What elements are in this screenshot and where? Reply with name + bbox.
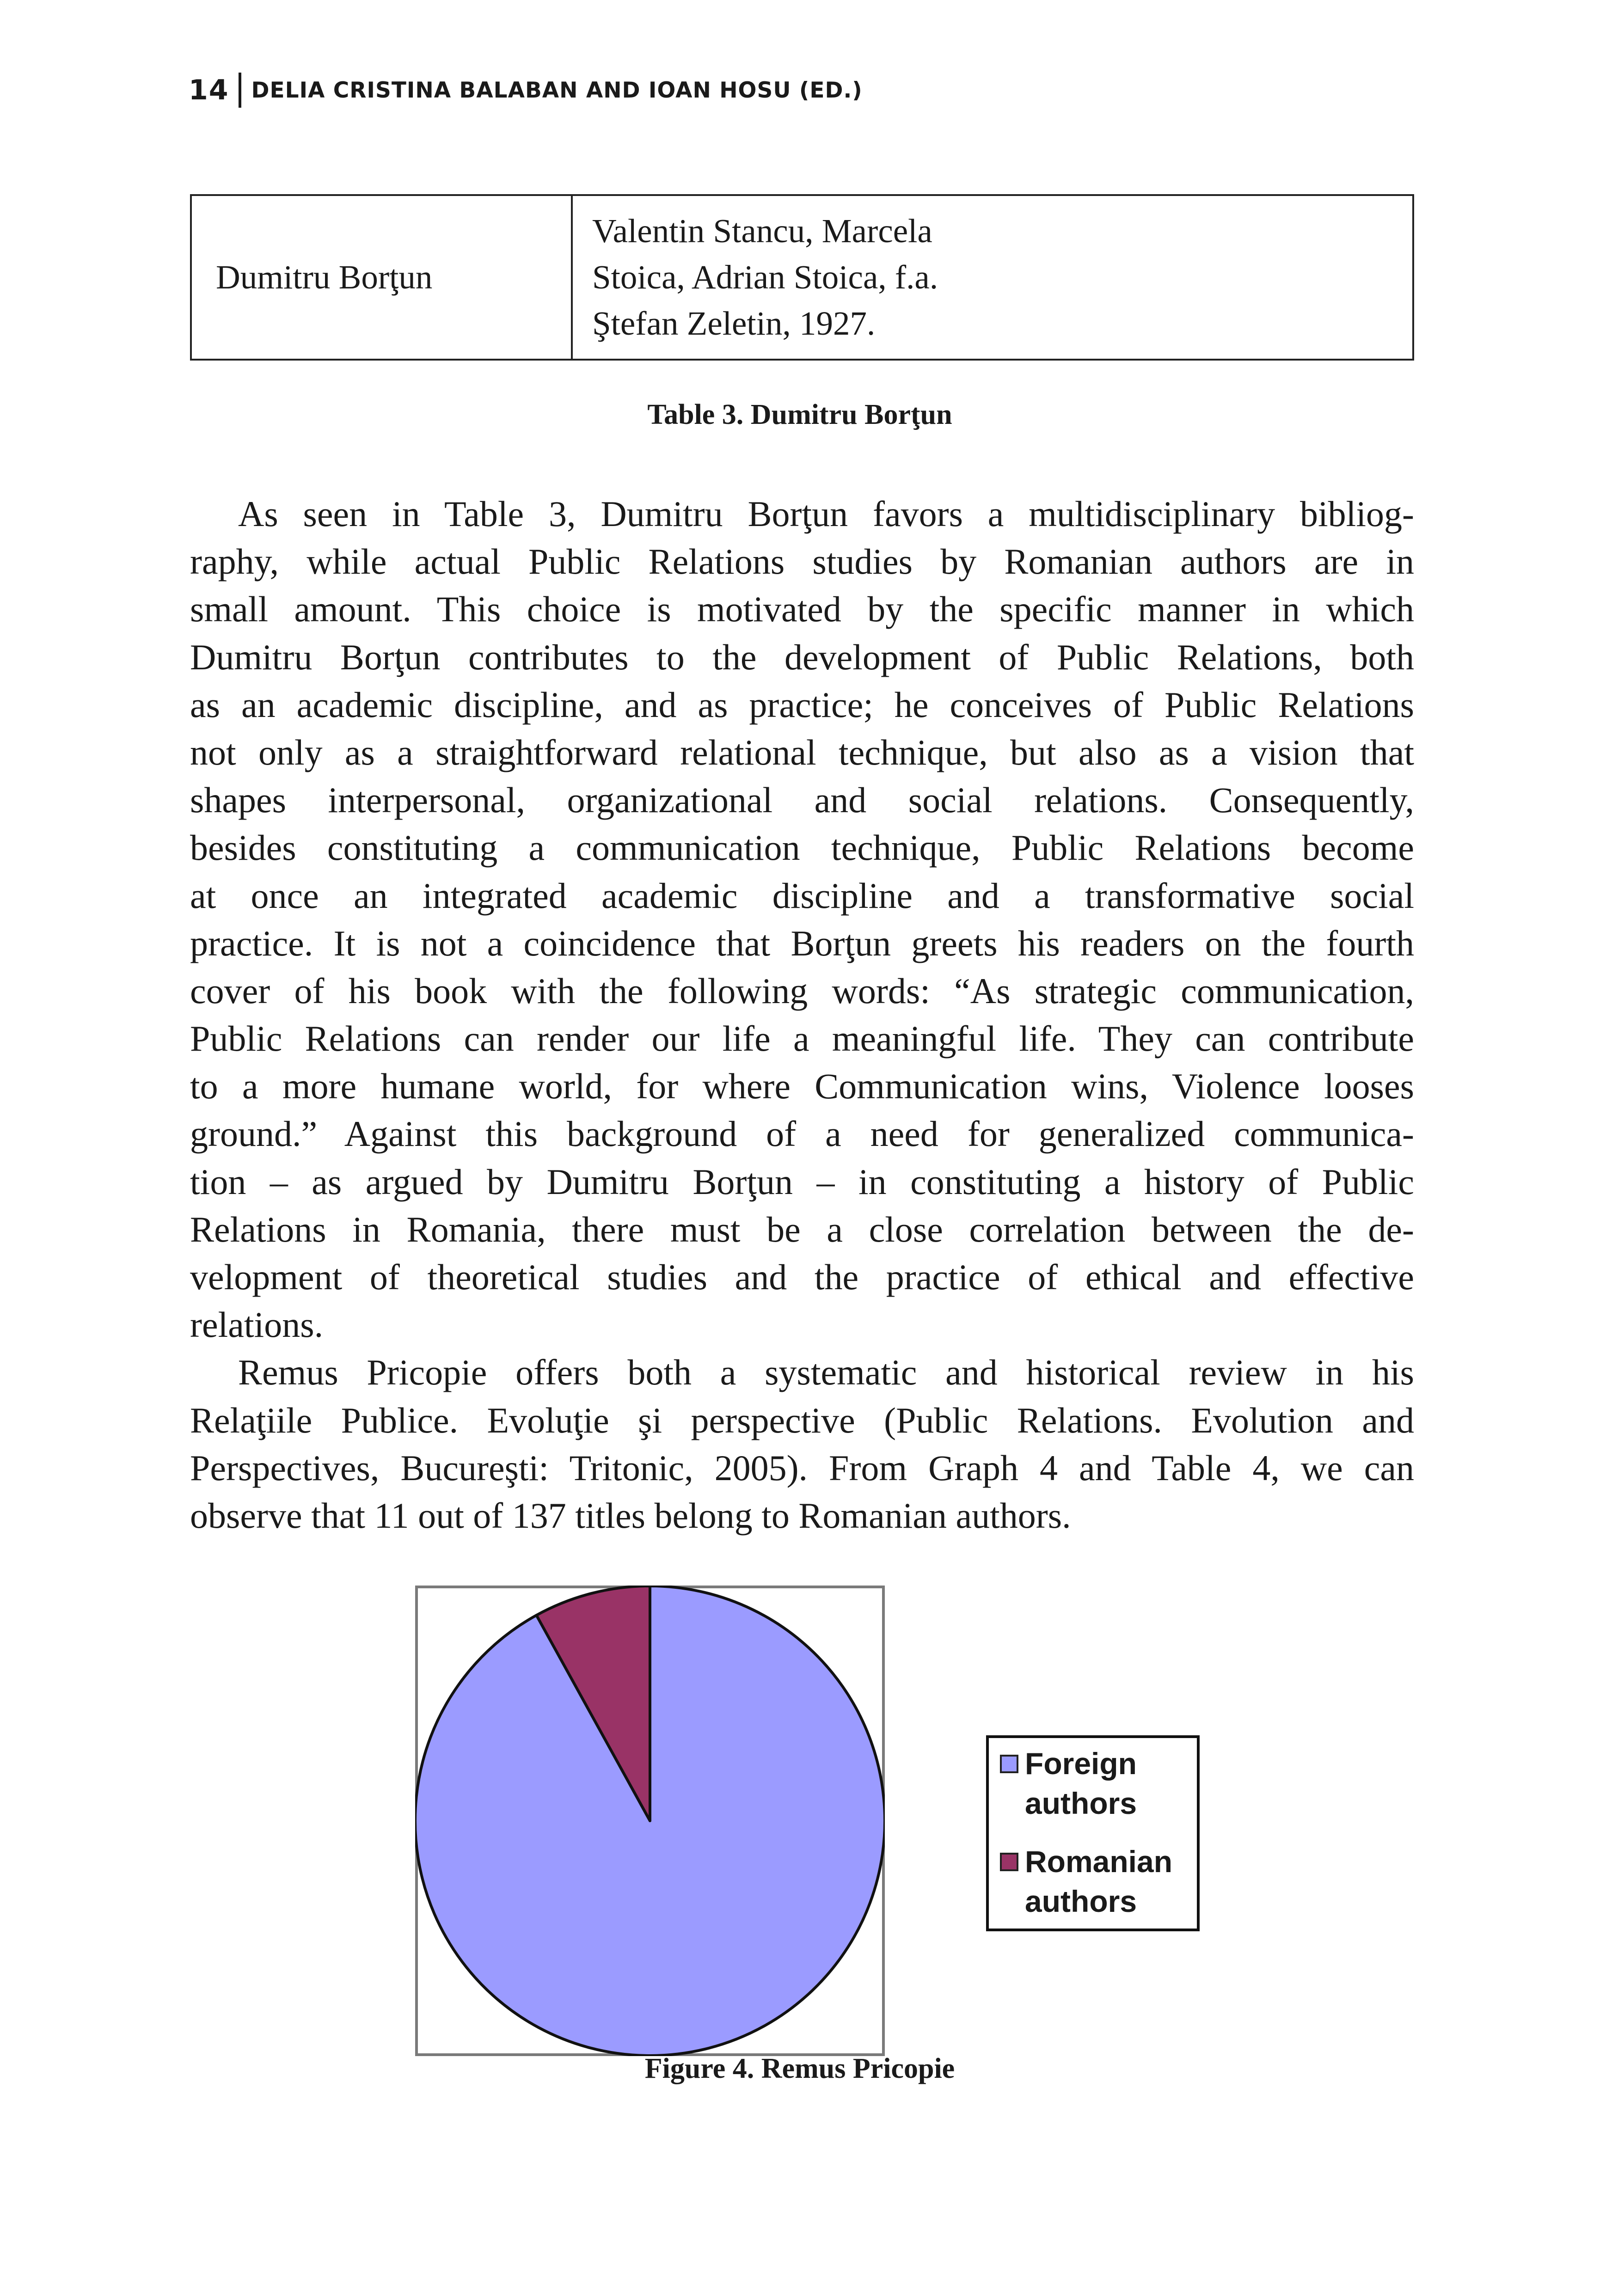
body-text xyxy=(190,490,1414,1539)
text-line: Public Relations can render our life a meaningful life. They can contribute xyxy=(190,1018,1414,1059)
text-line: Relations in Romania, there must be a close correlation between the de- xyxy=(190,1209,1414,1249)
legend-entry-foreign xyxy=(1000,1744,1191,1823)
running-head xyxy=(189,69,863,111)
table-row xyxy=(191,195,1413,360)
text-line: ground.” Against this background of a need for generalized communica- xyxy=(190,1114,1414,1154)
text-line: Remus Pricopie offers both a systematic and historical review in his xyxy=(238,1352,1414,1393)
text-line: Dumitru Borţun contributes to the development of Public Relations, both xyxy=(190,637,1414,677)
text-line: shapes interpersonal, organizational and social relations. Consequently, xyxy=(190,780,1414,820)
text-line: at once an integrated academic discipline and a transformative social xyxy=(190,875,1414,916)
legend-swatch-romanian xyxy=(1000,1853,1018,1871)
text-line: Relaţiile Publice. Evoluţie şi perspective (Public Relations. Evolution and xyxy=(190,1400,1414,1440)
header-divider xyxy=(239,73,241,108)
page-number: 14 xyxy=(189,74,229,106)
table-caption: Table 3. Dumitru Borţun xyxy=(647,399,952,430)
text-line: not only as a straightforward relational technique, but also as a vision that xyxy=(190,732,1414,772)
text-line: Perspectives, Bucureşti: Tritonic, 2005). From Graph 4 and Table 4, we can xyxy=(190,1447,1414,1488)
legend-label-foreign: Foreign authors xyxy=(1025,1746,1137,1820)
running-title: DELIA CRISTINA BALABAN AND IOAN HOSU (ED.) xyxy=(251,77,863,103)
text-line: as an academic discipline, and as practice; he conceives of Public Relations xyxy=(190,684,1414,725)
text-line: tion – as argued by Dumitru Borţun – in constituting a history of Public xyxy=(190,1161,1414,1202)
text-line: small amount. This choice is motivated by the specific manner in which xyxy=(190,589,1414,630)
text-line: cover of his book with the following words: “As strategic communication, xyxy=(190,970,1414,1011)
reference-line: Valentin Stancu, Marcela xyxy=(592,212,932,250)
author-cell: Dumitru Borţun xyxy=(191,195,572,360)
text-line: As seen in Table 3, Dumitru Borţun favors a multidisciplinary bibliog- xyxy=(238,494,1414,534)
pie-chart xyxy=(415,1586,885,2056)
text-line: relations. xyxy=(190,1304,324,1345)
figure-caption: Figure 4. Remus Pricopie xyxy=(644,2053,955,2084)
text-line: velopment of theoretical studies and the practice of ethical and effective xyxy=(190,1257,1414,1297)
text-line: observe that 11 out of 137 titles belong to Romanian authors. xyxy=(190,1495,1071,1536)
bibliography-table xyxy=(190,194,1414,361)
text-line: to a more humane world, for where Communication wins, Violence looses xyxy=(190,1066,1414,1107)
chart-legend xyxy=(986,1735,1200,1931)
legend-entry-romanian xyxy=(1000,1842,1191,1921)
reference-line: Ştefan Zeletin, 1927. xyxy=(592,305,876,342)
text-line: raphy, while actual Public Relations studies by Romanian authors are in xyxy=(190,541,1414,582)
text-line: besides constituting a communication technique, Public Relations become xyxy=(190,827,1414,868)
text-line: practice. It is not a coincidence that Borţun greets his readers on the fourth xyxy=(190,923,1414,963)
references-cell xyxy=(572,195,1413,360)
legend-swatch-foreign xyxy=(1000,1755,1018,1773)
reference-line: Stoica, Adrian Stoica, f.a. xyxy=(592,258,938,296)
legend-label-romanian: Romanian authors xyxy=(1025,1844,1173,1918)
